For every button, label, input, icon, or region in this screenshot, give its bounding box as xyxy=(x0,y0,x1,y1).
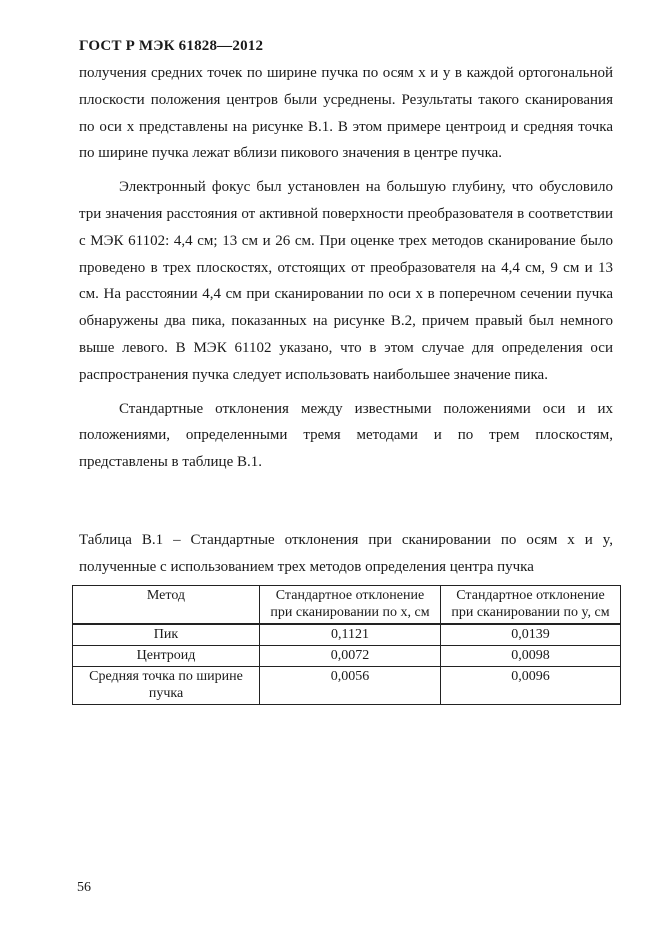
body-text xyxy=(79,60,613,476)
table-row xyxy=(73,646,621,667)
header-std-y: Стандартное отклонение при сканировании по y, см xyxy=(441,586,621,625)
cell-method: Средняя точка по ширине пучка xyxy=(73,667,260,705)
paragraph-1: получения средних точек по ширине пучка по осям x и y в каждой ортогональной плоскости положения центров были усреднены. Результаты такого сканирования по оси x представлены на рисунке В.1. В этом примере центроид и средняя точка по ширине пучка лежат вблизи пикового значения в центре пучка. xyxy=(79,65,613,162)
cell-std-y: 0,0096 xyxy=(441,667,621,705)
deviation-table xyxy=(72,585,621,705)
cell-std-x: 0,1121 xyxy=(260,624,441,646)
paragraph-2: Электронный фокус был установлен на большую глубину, что обусловило три значения расстояния от активной поверхности преобразователя в соответствии с МЭК 61102: 4,4 см; 13 см и 26 см. При оценке трех методов сканирование было проведено в трех плоскостях, отстоящих от преобразователя на 4,4 см, 9 см и 13 см. На расстоянии 4,4 см при сканировании по оси x в поперечном сечении пучка обнаружены два пика, показанных на рисунке В.2, причем правый был немного выше левого. В МЭК 61102 указано, что в этом случае для определения оси распространения пучка следует использовать наибольшее значение пика. xyxy=(79,179,613,383)
cell-method: Пик xyxy=(73,624,260,646)
cell-std-x: 0,0072 xyxy=(260,646,441,667)
table-row xyxy=(73,624,621,646)
table-caption: Таблица В.1 – Стандартные отклонения при сканировании по осям x и y, полученные с использованием трех методов определения центра пучка xyxy=(79,532,613,575)
header-method: Метод xyxy=(73,586,260,625)
page-number: 56 xyxy=(77,880,91,895)
cell-std-y: 0,0139 xyxy=(441,624,621,646)
cell-std-y: 0,0098 xyxy=(441,646,621,667)
document-header: ГОСТ Р МЭК 61828—2012 xyxy=(79,38,264,54)
table-header-row xyxy=(73,586,621,625)
cell-method: Центроид xyxy=(73,646,260,667)
cell-std-x: 0,0056 xyxy=(260,667,441,705)
paragraph-3: Стандартные отклонения между известными положениями оси и их положениями, определенными тремя методами и по трем плоскостям, представлены в таблице В.1. xyxy=(79,400,613,471)
table-row xyxy=(73,667,621,705)
header-std-x: Стандартное отклонение при сканировании по x, см xyxy=(260,586,441,625)
